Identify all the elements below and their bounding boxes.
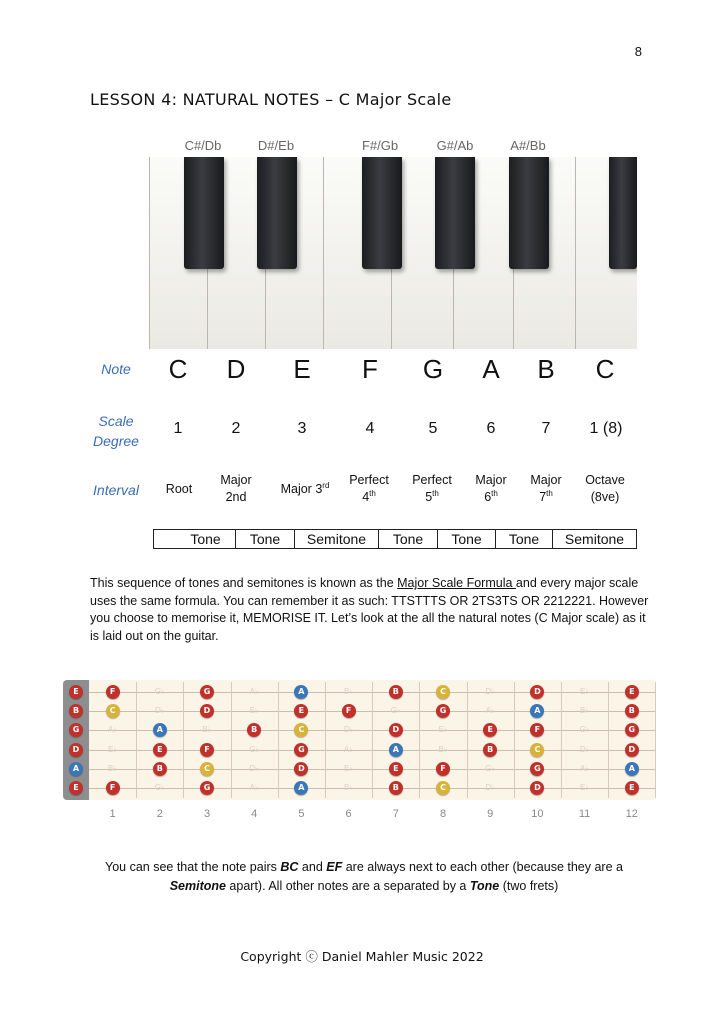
interval-line1: Perfect [349,473,389,487]
fret-number: 4 [251,808,258,820]
fret-note: E [294,704,308,718]
scale-degree: 1 (8) [589,420,623,437]
interval-line2: 7 [539,490,547,504]
fret-number: 8 [439,808,447,820]
fret-note: A [294,685,308,699]
fret-note: D [200,704,214,718]
accidental-note: E♭ [438,725,448,735]
paragraph-text: and every major scale uses the same formula. You can remember it as such: TTSTTTS OR 2TS3TS OR 2212221. However you choose to memorise it, MEMORISE IT. Let’s look at the all the natural notes (C Major scale) as it is laid out on the guitar. [90,576,649,643]
paragraph-text: and [298,860,327,874]
emphasis-semitone: Semitone [169,879,226,893]
fret-note: B [153,762,167,776]
open-string-note: G [69,723,83,737]
fret-note: B [389,685,403,699]
scale-degree: 2 [231,420,241,437]
interval-label [334,472,404,506]
page-number: 8 [634,44,642,59]
interval-sup: rd [322,480,330,490]
accidental-note: B♭ [438,744,448,754]
scale-degree: 4 [365,420,375,437]
interval-line1: Major [530,473,562,487]
fret-note: C [200,762,214,776]
note-letter: G [422,354,444,384]
sharp-label: C#/Db [184,138,222,153]
fret-note: F [530,723,544,737]
accidental-note: D♭ [485,687,495,696]
interval-line1: Perfect [412,473,452,487]
open-string-note: B [69,704,83,718]
sharp-label: F#/Gb [361,138,399,153]
fret-wire [608,682,609,798]
fret-number: 12 [625,808,638,820]
fret-note: F [436,762,450,776]
note-pairs-paragraph [90,858,638,896]
fret-wire [136,682,137,798]
fret-note: G [294,743,308,757]
sharp-label: D#/Eb [257,138,295,153]
interval-label [201,472,271,506]
fret-number: 7 [392,808,399,820]
interval-line1: Octave [585,473,625,487]
fret-note: D [294,762,308,776]
open-string-note: E [69,685,83,699]
scale-degree: 6 [486,420,496,437]
accidental-note: D♭ [155,706,165,716]
scale-degree: 5 [428,420,438,437]
accidental-note: B♭ [202,725,212,735]
accidental-note: A♭ [249,687,259,696]
fret-note: F [106,781,120,795]
fret-note: A [153,723,167,737]
accidental-note: D♭ [343,725,354,735]
step-cell: Tone [437,530,495,548]
scale-degree: 1 [173,420,183,437]
accidental-note: D♭ [579,744,590,754]
accidental-note: G♭ [249,744,260,754]
interval-line2: 6 [484,490,492,504]
note-letter: B [537,354,555,384]
fret-note: D [530,685,544,699]
scale-degree-row-label: Scale Degree [93,413,139,449]
step-cell: Tone [235,530,294,548]
accidental-note: B♭ [580,706,590,716]
fret-note: B [483,743,497,757]
accidental-note: A♭ [108,725,118,735]
fret-number: 5 [298,808,305,820]
sharp-label: A#/Bb [510,138,546,153]
fret-number: 1 [109,808,116,820]
fret-note: G [530,762,544,776]
fret-note: E [153,743,167,757]
paragraph-text: This sequence of tones and semitones is known as the [90,576,398,590]
fret-number: 6 [345,808,352,820]
fret-wire [372,682,373,798]
interval-row-label: Interval [93,482,139,498]
fret-note: A [625,762,639,776]
fret-note: A [389,743,403,757]
piano-keyboard-image [149,157,637,349]
accidental-note: B♭ [344,687,354,696]
fret-wire [231,682,232,798]
guitar-fretboard-diagram [63,680,655,800]
step-cell: Semitone [552,530,636,548]
interval-line1: Major [220,473,252,487]
open-string-note: E [69,781,83,795]
major-scale-formula-link: Major Scale Formula [397,576,516,590]
fret-note: G [200,685,214,699]
fret-note: F [106,685,120,699]
copyright-notice: Copyright ⓒ Daniel Mahler Music 2022 [240,949,484,964]
interval-line2: (8ve) [590,490,620,504]
fret-wire [561,682,562,798]
fret-note: A [530,704,544,718]
fret-note: F [342,704,356,718]
fret-note: D [389,723,403,737]
interval-sup: th [491,488,498,498]
emphasis-ef: EF [326,860,343,874]
fret-note: G [200,781,214,795]
accidental-note: E♭ [249,706,259,716]
fret-note: E [483,723,497,737]
fret-note: C [530,743,544,757]
accidental-note: E♭ [580,687,590,696]
interval-sup: th [369,488,376,498]
fret-wire [278,682,279,798]
interval-line1: Major [475,473,507,487]
interval-label [267,481,343,498]
paragraph-text: apart). All other notes are a separated by a [225,879,470,893]
fret-wire [514,682,515,798]
accidental-note: A♭ [249,783,259,792]
emphasis-bc: BC [280,860,299,874]
accidental-note: G♭ [154,687,165,696]
fret-note: F [200,743,214,757]
step-cell: Semitone [294,530,378,548]
fret-note: E [389,762,403,776]
interval-line1: Root [165,482,193,496]
accidental-note: G♭ [579,725,590,735]
tone-semitone-table [153,529,637,549]
accidental-note: A♭ [485,706,495,716]
fret-note: D [625,743,639,757]
fret-wire [325,682,326,798]
fret-note: G [625,723,639,737]
step-cell: Tone [378,530,437,548]
accidental-note: E♭ [344,763,354,773]
fret-wire [655,682,656,798]
accidental-note: G♭ [390,706,401,716]
paragraph-text: You can see that the note pairs [105,860,281,874]
accidental-note: A♭ [344,744,354,754]
fret-number: 2 [156,808,163,820]
fret-number: 9 [487,808,494,820]
note-row-label: Note [101,361,131,377]
sharp-label: G#/Ab [436,138,474,153]
fret-number: 10 [531,808,544,820]
note-letter: D [226,354,246,384]
interval-line2: 2nd [225,490,247,504]
interval-line2: 5 [425,490,433,504]
fret-note: A [294,781,308,795]
interval-line2: 4 [362,490,370,504]
note-letter: A [482,354,500,384]
interval-sup: th [432,488,439,498]
emphasis-tone: Tone [469,879,500,893]
note-letter: E [293,354,311,384]
interval-line1: Major 3 [280,482,323,496]
fret-note: C [106,704,120,718]
accidental-note: E♭ [580,783,590,792]
lesson-title: LESSON 4: NATURAL NOTES – C Major Scale [90,90,452,109]
fret-note: B [389,781,403,795]
fret-wire [419,682,420,798]
scale-formula-paragraph [90,575,650,645]
open-string-note: A [69,762,83,776]
accidental-note: E♭ [108,744,118,754]
paragraph-text: (two frets) [499,879,559,893]
fret-note: E [625,685,639,699]
step-cell: Tone [495,530,552,548]
accidental-note: D♭ [485,783,495,792]
scale-degree: 7 [541,420,551,437]
note-letter: F [362,354,378,384]
fret-note: G [436,704,450,718]
fret-wire [467,682,468,798]
accidental-note: A♭ [580,763,590,773]
fret-note: E [625,781,639,795]
step-cell: Tone [190,531,221,547]
accidental-note: B♭ [108,763,118,773]
open-string-note: D [69,743,83,757]
note-letter: C [595,354,615,384]
scale-degree: 3 [297,420,307,437]
fret-number: 3 [203,808,211,820]
fret-note: D [530,781,544,795]
fret-note: C [436,685,450,699]
fret-note: C [294,723,308,737]
accidental-note: D♭ [249,763,259,773]
interval-label [570,472,640,506]
accidental-note: G♭ [154,783,165,792]
note-letter: C [168,354,188,384]
interval-sup: th [546,488,553,498]
fret-wire [183,682,184,798]
fret-note: C [436,781,450,795]
accidental-note: B♭ [344,783,354,792]
paragraph-text: are always next to each other (because they are a [342,860,623,874]
fret-number: 11 [578,808,591,820]
fretboard-background [63,680,655,800]
fret-note: B [247,723,261,737]
accidental-note: G♭ [485,763,496,773]
fret-note: B [625,704,639,718]
